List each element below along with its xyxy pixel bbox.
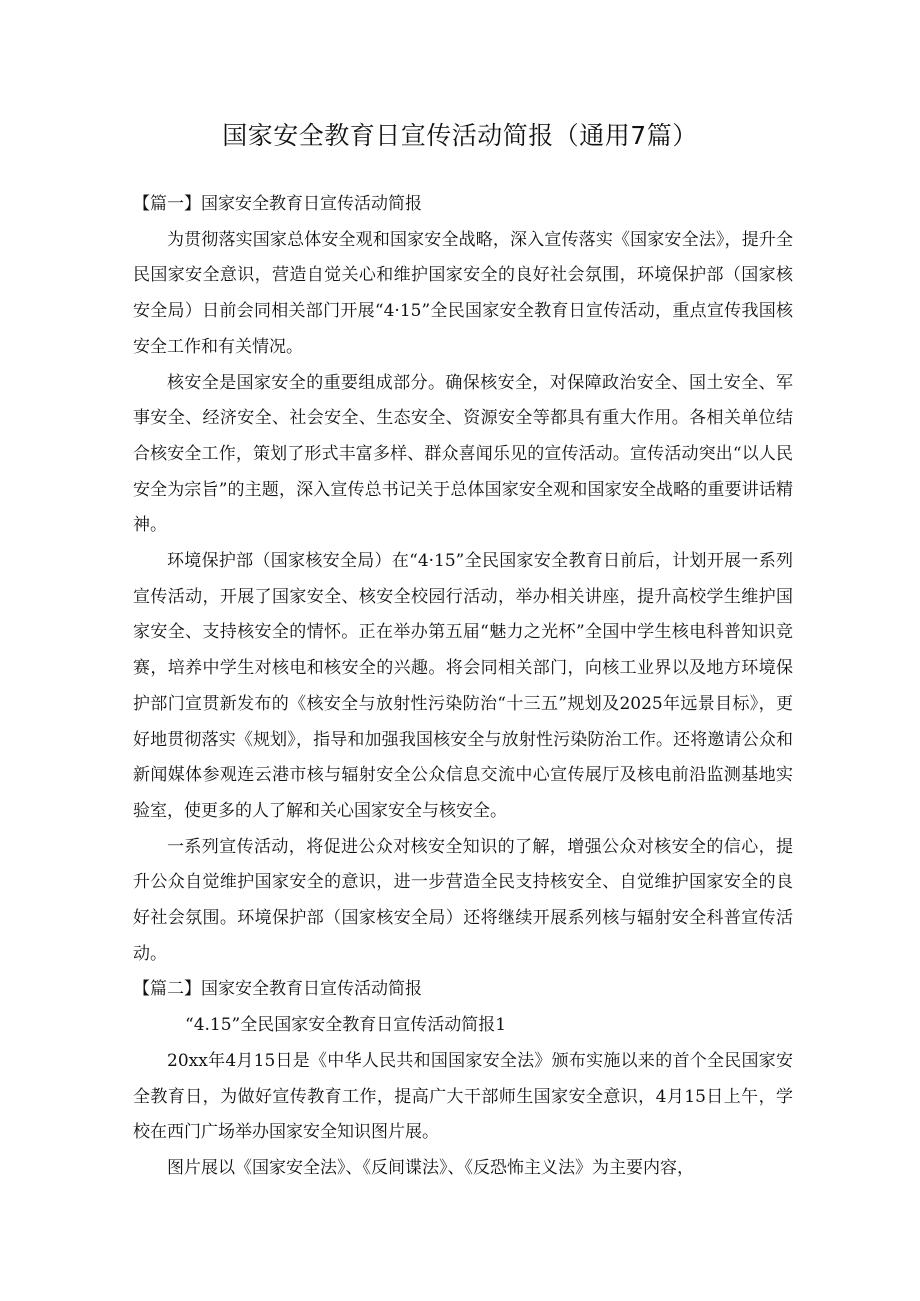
- document-title: 国家安全教育日宣传活动简报（通用7篇）: [222, 121, 698, 150]
- paragraph: 20xx年4月15日是《中华人民共和国国家安全法》颁布实施以来的首个全民国家安全教育日，为做好宣传教育工作，提高广大干部师生国家安全意识，4月15日上午，学校在西门广场举办国家安全知识图片展。: [133, 1050, 793, 1143]
- paragraph: 为贯彻落实国家总体安全观和国家安全战略，深入宣传落实《国家安全法》，提升全民国家安全意识，营造自觉关心和维护国家安全的良好社会氛围，环境保护部（国家核安全局）日前会同相关部门开展“4·15”全民国家安全教育日宣传活动，重点宣传我国核安全工作和有关情况。: [133, 229, 793, 357]
- paragraph: 环境保护部（国家核安全局）在“4·15”全民国家安全教育日前后，计划开展一系列宣传活动，开展了国家安全、核安全校园行活动，举办相关讲座，提升高校学生维护国家安全、支持核安全的情怀。正在举办第五届“魅力之光杯”全国中学生核电科普知识竞赛，培养中学生对核电和核安全的兴趣。将会同相关部门，向核工业界以及地方环境保护部门宣贯新发布的《核安全与放射性污染防治“十三五”规划及2025年远景目标》，更好地贯彻落实《规划》，指导和加强我国核安全与放射性污染防治工作。还将邀请公众和新闻媒体参观连云港市核与辐射安全公众信息交流中心宣传展厅及核电前沿监测基地实验室，使更多的人了解和关心国家安全与核安全。: [133, 551, 793, 821]
- paragraph: 核安全是国家安全的重要组成部分。确保核安全，对保障政治安全、国土安全、军事安全、经济安全、社会安全、生态安全、资源安全等都具有重大作用。各相关单位结合核安全工作，策划了形式丰富多样、群众喜闻乐见的宣传活动。宣传活动突出“以人民安全为宗旨”的主题，深入宣传总书记关于总体国家安全观和国家安全战略的重要讲话精神。: [133, 372, 793, 536]
- section-heading-1: 【篇一】国家安全教育日宣传活动简报: [133, 194, 422, 214]
- section-subheading: “4.15”全民国家安全教育日宣传活动简报1: [185, 1015, 507, 1036]
- document-body: [133, 187, 793, 1187]
- section-heading-2: 【篇二】国家安全教育日宣传活动简报: [133, 979, 422, 1000]
- paragraph: 一系列宣传活动，将促进公众对核安全知识的了解，增强公众对核安全的信心，提升公众自觉维护国家安全的意识，进一步营造全民支持核安全、自觉维护国家安全的良好社会氛围。环境保护部（国家核安全局）还将继续开展系列核与辐射安全科普宣传活动。: [133, 836, 793, 964]
- paragraph: 图片展以《国家安全法》、《反间谍法》、《反恐怖主义法》为主要内容，: [167, 1157, 694, 1178]
